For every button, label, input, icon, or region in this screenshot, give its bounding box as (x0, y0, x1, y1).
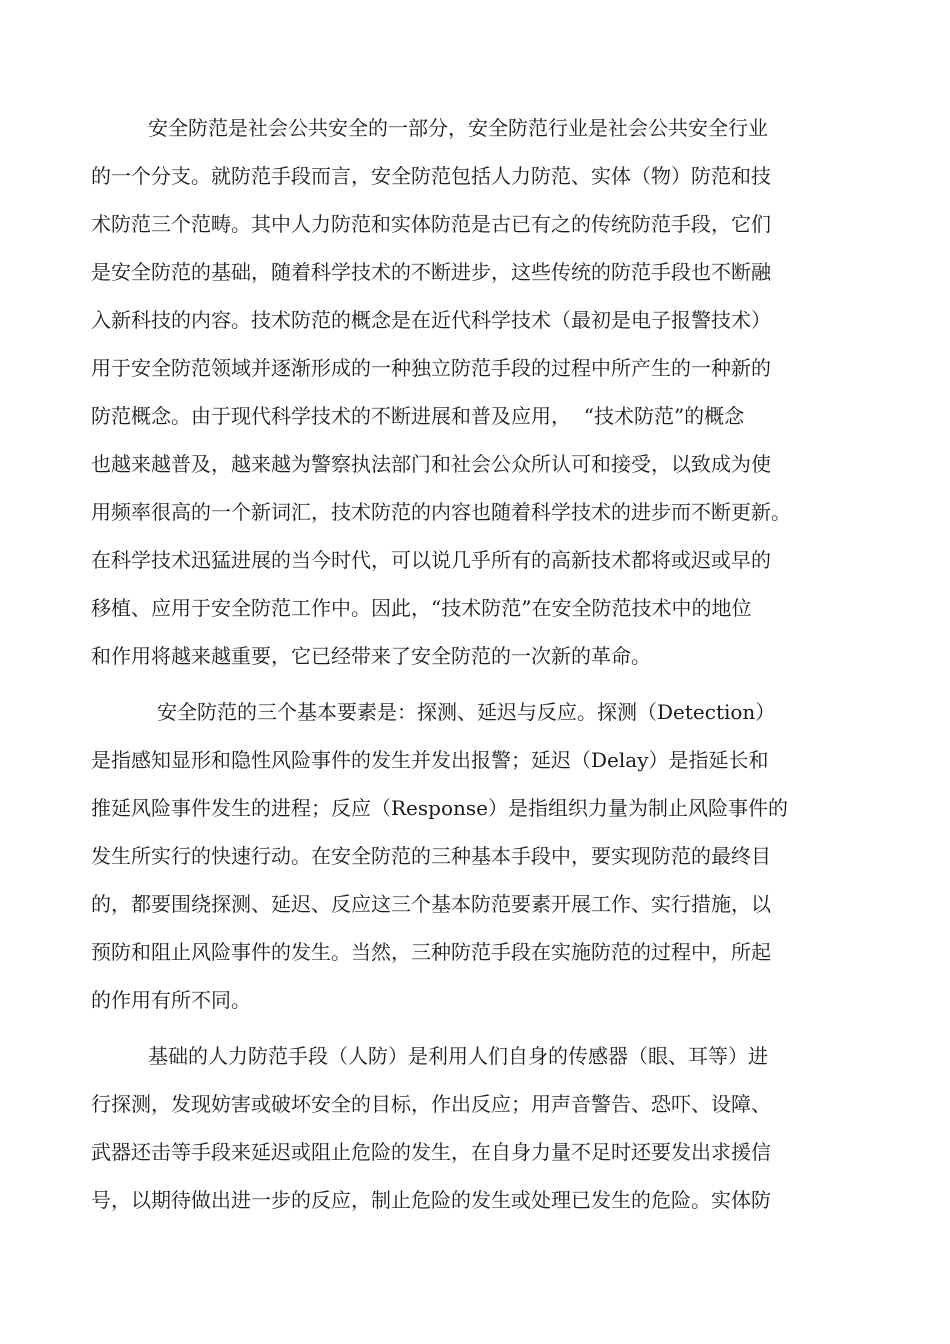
text-line: 在科学技术迅猛进展的当今时代，可以说几乎所有的高新技术都将或迟或早的 (91, 548, 771, 572)
text-line: 的作用有所不同。 (91, 988, 251, 1012)
text-line: 是安全防范的基础，随着科学技术的不断进步，这些传统的防范手段也不断融 (91, 260, 771, 284)
text-line: 移植、应用于安全防范工作中。因此，“技术防范”在安全防范技术中的地位 (91, 596, 752, 620)
text-line: 的一个分支。就防范手段而言，安全防范包括人力防范、实体（物）防范和技 (91, 164, 771, 188)
text-line: 基础的人力防范手段（人防）是利用人们自身的传感器（眼、耳等）进 (148, 1044, 768, 1068)
text-line: 武器还击等手段来延迟或阻止危险的发生，在自身力量不足时还要发出求援信 (91, 1140, 771, 1164)
text-line: 行探测，发现妨害或破坏安全的目标，作出反应；用声音警告、恐吓、设障、 (91, 1092, 771, 1116)
text-line: 用频率很高的一个新词汇，技术防范的内容也随着科学技术的进步而不断更新。 (91, 500, 791, 524)
text-line: 也越来越普及，越来越为警察执法部门和社会公众所认可和接受，以致成为使 (91, 452, 771, 476)
text-line: 推延风险事件发生的进程；反应（Response）是指组织力量为制止风险事件的 (91, 796, 788, 820)
text-line: 入新科技的内容。技术防范的概念是在近代科学技术（最初是电子报警技术） (91, 308, 771, 332)
text-line: 术防范三个范畴。其中人力防范和实体防范是古已有之的传统防范手段，它们 (91, 212, 771, 236)
text-line: 安全防范是社会公共安全的一部分，安全防范行业是社会公共安全行业 (148, 116, 768, 140)
text-line: 预防和阻止风险事件的发生。当然，三种防范手段在实施防范的过程中，所起 (91, 940, 771, 964)
text-line: 防范概念。由于现代科学技术的不断进展和普及应用， “技术防范”的概念 (91, 404, 745, 428)
text-line: 是指感知显形和隐性风险事件的发生并发出报警；延迟（Delay）是指延长和 (91, 748, 769, 772)
text-line: 安全防范的三个基本要素是：探测、延迟与反应。探测（Detection） (157, 700, 776, 724)
text-line: 发生所实行的快速行动。在安全防范的三种基本手段中，要实现防范的最终目 (91, 844, 771, 868)
text-line: 和作用将越来越重要，它已经带来了安全防范的一次新的革命。 (91, 644, 651, 668)
text-line: 的，都要围绕探测、延迟、反应这三个基本防范要素开展工作、实行措施，以 (91, 892, 771, 916)
text-line: 用于安全防范领域并逐渐形成的一种独立防范手段的过程中所产生的一种新的 (91, 356, 771, 380)
text-line: 号，以期待做出进一步的反应，制止危险的发生或处理已发生的危险。实体防 (91, 1188, 771, 1212)
